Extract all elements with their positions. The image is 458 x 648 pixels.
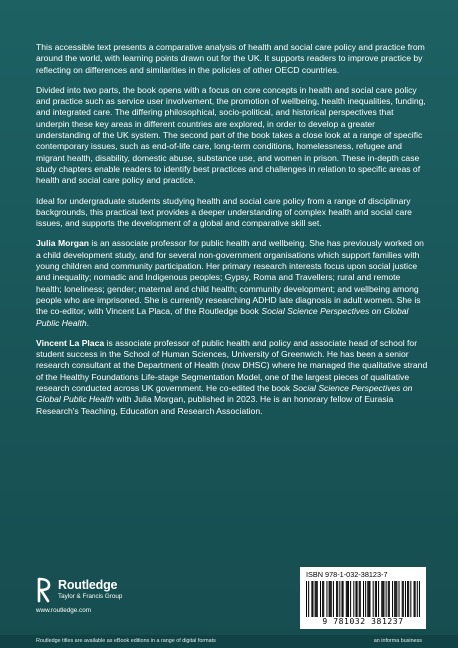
barcode-bar [368, 581, 369, 617]
barcode-bar [330, 581, 331, 617]
back-cover-text [36, 42, 428, 426]
author-name: Julia Morgan [36, 238, 90, 249]
barcode-bar [395, 581, 396, 617]
barcode-bar [419, 581, 420, 617]
barcode-bar [367, 581, 368, 617]
barcode-bar [331, 581, 332, 617]
publisher-name: Routledge [58, 578, 118, 592]
author-bio-text: is an associate professor for public health and wellbeing. She has previously worked on a child development study, and for several non-government organisations which support families with young children and community participation. Her primary research interests focus upon social justice and inequality; nomadic and Indigenous peoples; Gypsy, Roma and Travellers; rural and remote health; loneliness; gender; maternal and child health; community development; and wellbeing among people who are imprisoned. She is currently researching ADHD late diagnosis in adult women. She is the co-editor, with Vincent La Placa, of the Routledge book [36, 238, 424, 317]
barcode-bar [306, 581, 307, 617]
barcode-bar [350, 581, 351, 617]
blurb-paragraph-3: Ideal for undergraduate students studying health and social care policy from a range of disciplinary backgrounds, this practical text provides a deeper understanding of complex health and social care issues, and supports the development of a global and comparative skill set. [36, 195, 412, 229]
barcode-bar [343, 581, 344, 617]
barcode-bar [392, 581, 393, 617]
barcode-bar [396, 581, 397, 617]
barcode-bar [382, 581, 383, 617]
barcode-bar [308, 581, 309, 617]
routledge-logo-icon [36, 577, 52, 603]
barcode-bar [346, 581, 347, 617]
barcode-bar [312, 581, 313, 617]
barcode-bar [394, 581, 395, 617]
author-bio-text: is associate professor of public health and policy and associate head of school for student success in the School of Human Sciences, University of Greenwich. He has been a senior research consultant at the Department of Health (now DHSC) where he managed the qualitative strand of the Healthy Foundations Life-stage Segmentation Model, one of the largest pieces of qualitative research conducted across UK government. He co-edited the book [36, 337, 428, 394]
barcode-bar [383, 581, 384, 617]
barcode-bar [357, 581, 358, 617]
barcode-bar [389, 581, 390, 617]
publisher-website[interactable]: www.routledge.com [36, 607, 91, 614]
barcode-bar [355, 581, 356, 617]
barcode-bar [347, 581, 348, 617]
blurb-paragraph-2: Divided into two parts, the book opens with a focus on core concepts in health and social care policy and practice such as service user involvement, the promotion of wellbeing, health inequalities, funding, and integrated care. The differing philosophical, socio-political, and historical perspectives that underpin these key areas in different countries are explored, in order to develop a greater understanding of the UK system. The second part of the book takes a close look at a range of specific contemporary issues, such as end-of-life care, long-term conditions, homelessness, refugee and migrant health, disability, domestic abuse, substance use, and women in prison. These in-depth case study chapters enable readers to identify best practices and challenges in relation to specific areas of health and social care policy and practice. [36, 84, 426, 186]
book-title: Social Science Perspectives on Global Public Health [36, 306, 409, 328]
barcode-bar [359, 581, 360, 617]
barcode-bar [360, 581, 361, 617]
barcode-bar [311, 581, 312, 617]
barcode-bar [405, 581, 406, 617]
barcode-bar [414, 581, 415, 617]
barcode-bar [323, 581, 324, 617]
author-bio-julia-morgan [36, 238, 428, 328]
barcode-bar [369, 581, 370, 617]
barcode-bar [378, 581, 379, 617]
barcode-bar [336, 581, 337, 617]
barcode-bar [333, 581, 334, 617]
publisher-group: Taylor & Francis Group [58, 593, 123, 600]
blurb-paragraph-1: This accessible text presents a comparative analysis of health and social care policy and practice from around the world, with learning points drawn out for the UK. It supports readers to improve practice by reflecting on differences and similarities in the policies of other OECD countries. [36, 42, 425, 75]
barcode-bar [373, 581, 374, 617]
routledge-logo [36, 577, 146, 603]
barcode-bar [398, 581, 399, 617]
isbn-label: ISBN 978-1-032-38123-7 [306, 570, 388, 579]
barcode-bar [326, 581, 327, 617]
barcode-bar [320, 581, 321, 617]
barcode-bar [315, 581, 316, 617]
isbn-barcode [300, 567, 426, 629]
book-title: Social Science Perspectives on Global Public Health [36, 383, 413, 405]
barcode-bar [402, 581, 403, 617]
barcode-icon [306, 581, 420, 617]
barcode-bar [353, 581, 354, 617]
barcode-bar [381, 581, 382, 617]
barcode-bar [337, 581, 338, 617]
barcode-bar [329, 581, 330, 617]
barcode-bar [410, 581, 411, 617]
barcode-bar [341, 581, 342, 617]
barcode-bar [376, 581, 377, 617]
barcode-bar [386, 581, 387, 617]
barcode-bar [363, 581, 364, 617]
author-bio-end: . [86, 317, 90, 328]
barcode-bar [316, 581, 317, 617]
barcode-bar [417, 581, 418, 617]
barcode-bar [375, 581, 376, 617]
author-bio-end: with Julia Morgan, published in 2023. He is an honorary fellow of Eurasia Research's Teaching, Education and Research Association. [36, 394, 394, 416]
barcode-bar [339, 581, 340, 617]
informa-brand: an informa business [373, 638, 422, 644]
author-name: Vincent La Placa [36, 337, 105, 348]
barcode-bar [365, 581, 366, 617]
author-bio-vincent-la-placa [36, 338, 428, 417]
barcode-bar [348, 581, 349, 617]
barcode-digits: 9 781032 381237 [322, 617, 404, 626]
barcode-bar [322, 581, 323, 617]
barcode-bar [403, 581, 404, 617]
ebook-note: Routledge titles are available as eBook editions in a range of digital formats [36, 638, 216, 644]
barcode-bar [388, 581, 389, 617]
barcode-bar [415, 581, 416, 617]
barcode-bar [407, 581, 408, 617]
barcode-bar [408, 581, 409, 617]
barcode-bar [317, 581, 318, 617]
